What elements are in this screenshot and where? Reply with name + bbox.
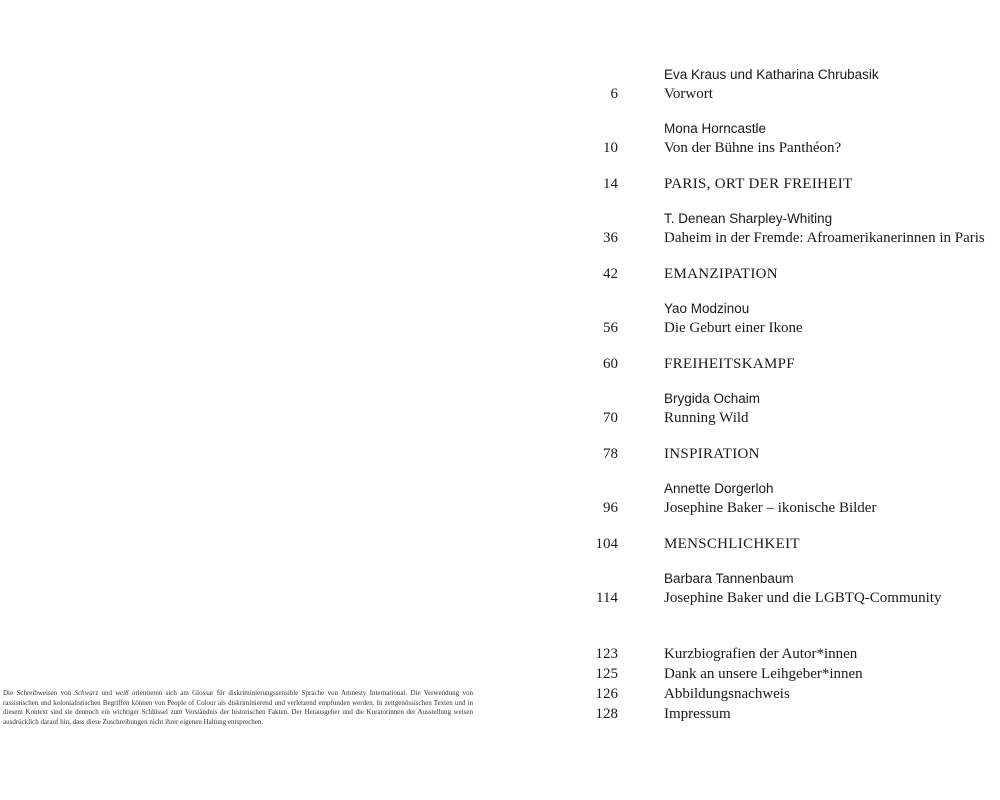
toc-page-number: 6: [610, 86, 618, 102]
toc-title: Von der Bühne ins Panthéon?: [664, 140, 842, 156]
toc-page-number: 126: [595, 686, 618, 702]
toc-title: Vorwort: [664, 86, 713, 102]
toc-author: Annette Dorgerloh: [664, 481, 774, 496]
toc-author: Barbara Tannenbaum: [664, 571, 794, 586]
table-of-contents: [560, 0, 1000, 800]
toc-author: Mona Horncastle: [664, 121, 767, 136]
note-italic-term: Schwarz: [74, 689, 99, 697]
toc-page-number: 125: [595, 666, 618, 682]
toc-page-number: 104: [595, 536, 618, 552]
toc-page-number: 123: [595, 646, 618, 662]
toc-section-title: EMANZIPATION: [664, 266, 778, 282]
toc-section-title: MENSCHLICHKEIT: [664, 536, 800, 552]
note-italic-term: weiß: [115, 689, 129, 697]
toc-title: Dank an unsere Leihgeber*innen: [664, 666, 863, 682]
toc-author: T. Denean Sharpley-Whiting: [664, 211, 833, 226]
toc-title: Impressum: [664, 706, 731, 722]
toc-title: Daheim in der Fremde: Afroamerikanerinnen in Paris: [664, 230, 985, 246]
toc-title: Die Geburt einer Ikone: [664, 320, 803, 336]
toc-page-number: 78: [603, 446, 618, 462]
toc-title: Kurzbiografien der Autor*innen: [664, 646, 858, 662]
toc-section-title: FREIHEITSKAMPF: [664, 356, 795, 372]
toc-author: Brygida Ochaim: [664, 391, 761, 406]
toc-page-number: 36: [603, 230, 618, 246]
note-text: orientieren sich am Glossar für diskriminierungssensible Sprache von Amnesty International. Die Verwendung von rassistischen und kolonialistischen Begriffen können von People of Colour als diskriminierend und verletzend empfunden werden. In zeitgenössischen Texten und in diesem Kontext sind sie dennoch ein wichtiger Schlüssel zum Verständnis der historischen Fakten. Der Herausgeber und die Kuratorinnen der Ausstellung weisen ausdrücklich darauf hin, dass diese Zuschreibungen nicht ihrer eigenen Haltung entsprechen.: [3, 689, 474, 726]
toc-page-number: 56: [603, 320, 618, 336]
toc-author: Yao Modzinou: [664, 301, 750, 316]
toc-page-number: 96: [603, 500, 618, 516]
toc-page-number: 70: [603, 410, 618, 426]
toc-title: Running Wild: [664, 410, 749, 426]
toc-title: Abbildungsnachweis: [664, 686, 790, 702]
toc-section-title: PARIS, ORT DER FREIHEIT: [664, 176, 853, 192]
toc-page-number: 114: [596, 590, 618, 606]
toc-page-number: 42: [603, 266, 618, 282]
toc-title: Josephine Baker – ikonische Bilder: [664, 500, 877, 516]
toc-author: Eva Kraus und Katharina Chrubasik: [664, 67, 879, 82]
note-text: und: [98, 689, 116, 697]
toc-page-number: 60: [603, 356, 618, 372]
toc-page-number: 14: [603, 176, 618, 192]
toc-page-number: 10: [603, 140, 618, 156]
toc-page-number: 128: [595, 706, 618, 722]
language-note: [3, 689, 473, 727]
toc-title: Josephine Baker und die LGBTQ-Community: [664, 590, 942, 606]
toc-section-title: INSPIRATION: [664, 446, 760, 462]
note-text: Die Schreibweisen von: [3, 689, 75, 697]
